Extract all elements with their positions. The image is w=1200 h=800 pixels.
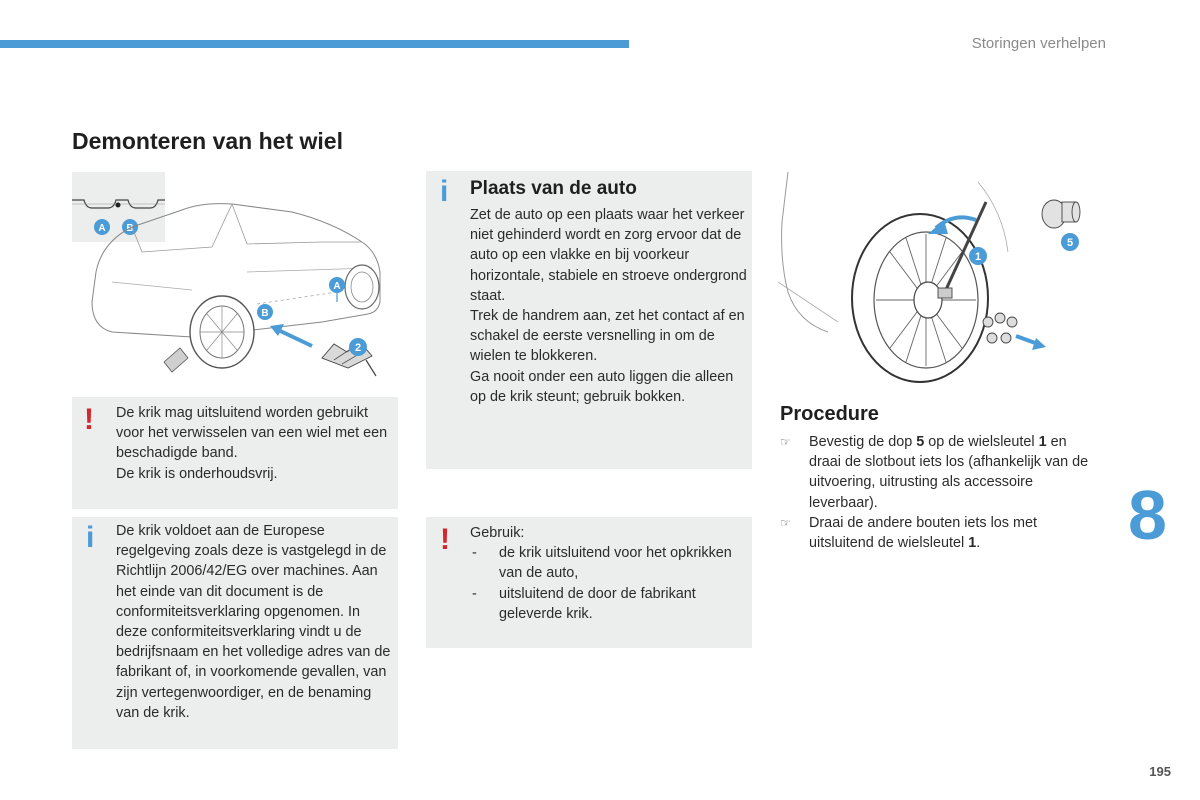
warning-box-jack xyxy=(72,397,398,509)
warning-usage-list xyxy=(470,543,748,624)
hand-pointer-icon: ☞ xyxy=(780,515,791,530)
part-number: 5 xyxy=(916,434,925,450)
position-paragraph: Trek de handrem aan, zet het contact af en schakel de eerste versnelling in om de wielen te blokkeren. xyxy=(470,308,745,365)
position-heading: Plaats van de auto xyxy=(470,178,637,199)
chapter-number: 8 xyxy=(1128,476,1167,554)
label-b-inset: B xyxy=(126,223,134,234)
info-regulation-text xyxy=(116,521,392,723)
header-accent-bar xyxy=(0,40,629,48)
procedure-step xyxy=(780,513,1100,553)
label-5: 5 xyxy=(1066,237,1074,249)
warning-jack-line: De krik mag uitsluitend worden gebruikt voor het verwisselen van een wiel met een beschadigde band. xyxy=(116,405,388,462)
label-b-car: B xyxy=(261,308,269,319)
procedure-title: Procedure xyxy=(780,403,879,425)
page-title: Demonteren van het wiel xyxy=(72,128,343,154)
info-icon: i xyxy=(440,175,449,208)
step-text: Bevestig de dop xyxy=(809,434,917,450)
info-icon: i xyxy=(86,521,95,554)
position-text xyxy=(470,205,748,407)
step-text: en draai de slotbout iets los (afhankelijk van de uitvoering, uitrusting als accessoire leverbaar). xyxy=(809,434,1089,511)
hand-pointer-icon: ☞ xyxy=(780,435,791,449)
position-paragraph: Zet de auto op een plaats waar het verkeer niet gehinderd wordt en zorg ervoor dat de auto op een vlakke en bij voorkeur horizontale, stabiele en stroeve ondergrond staat. xyxy=(470,207,747,304)
wheel-wrench-illustration xyxy=(778,172,1104,384)
warning-exclamation-icon: ! xyxy=(440,523,450,556)
procedure-step xyxy=(780,432,1100,513)
warning-exclamation-icon: ! xyxy=(84,403,94,436)
warning-jack-line: De krik is onderhoudsvrij. xyxy=(116,465,278,482)
label-1: 1 xyxy=(974,251,982,263)
label-a-inset: A xyxy=(98,223,106,234)
info-box-regulation xyxy=(72,517,398,749)
warning-usage-text xyxy=(470,523,748,624)
warning-box-usage xyxy=(426,517,752,648)
label-2: 2 xyxy=(354,342,362,354)
position-paragraph: Ga nooit onder een auto liggen die alleen op de krik steunt; gebruik bokken. xyxy=(470,368,734,405)
info-box-position xyxy=(426,171,752,469)
step-text: op de wielsleutel xyxy=(924,434,1039,450)
car-jack-illustration xyxy=(72,172,398,384)
page-number: 195 xyxy=(1149,764,1171,779)
info-regulation-paragraph: De krik voldoet aan de Europese regelgeving zoals deze is vastgelegd in de Richtlijn 2006/42/EG over machines. Aan het einde van dit document is de conformiteitsverklaring opgenomen. In deze conformiteitsverklaring vindt u de bedrijfsnaam en het volledige adres van de fabrikant of, in voorkomende gevallen, van zijn vertegenwoordiger, en de benaming van de krik. xyxy=(116,523,391,721)
part-number: 1 xyxy=(968,535,977,552)
step-text: Draai de andere bouten iets los met uitsluitend de wielsleutel xyxy=(809,514,1037,552)
part-number: 1 xyxy=(1038,434,1047,450)
label-a-car: A xyxy=(333,281,341,292)
step-text: . xyxy=(976,535,981,552)
running-head: Storingen verhelpen xyxy=(971,35,1106,52)
list-item: - de krik uitsluitend voor het opkrikken van de auto, xyxy=(470,543,748,583)
procedure-list xyxy=(780,432,1100,553)
warning-jack-text xyxy=(116,403,391,484)
warning-usage-intro: Gebruik: xyxy=(470,525,525,541)
list-item: - uitsluitend de door de fabrikant geleverde krik. xyxy=(470,584,748,624)
